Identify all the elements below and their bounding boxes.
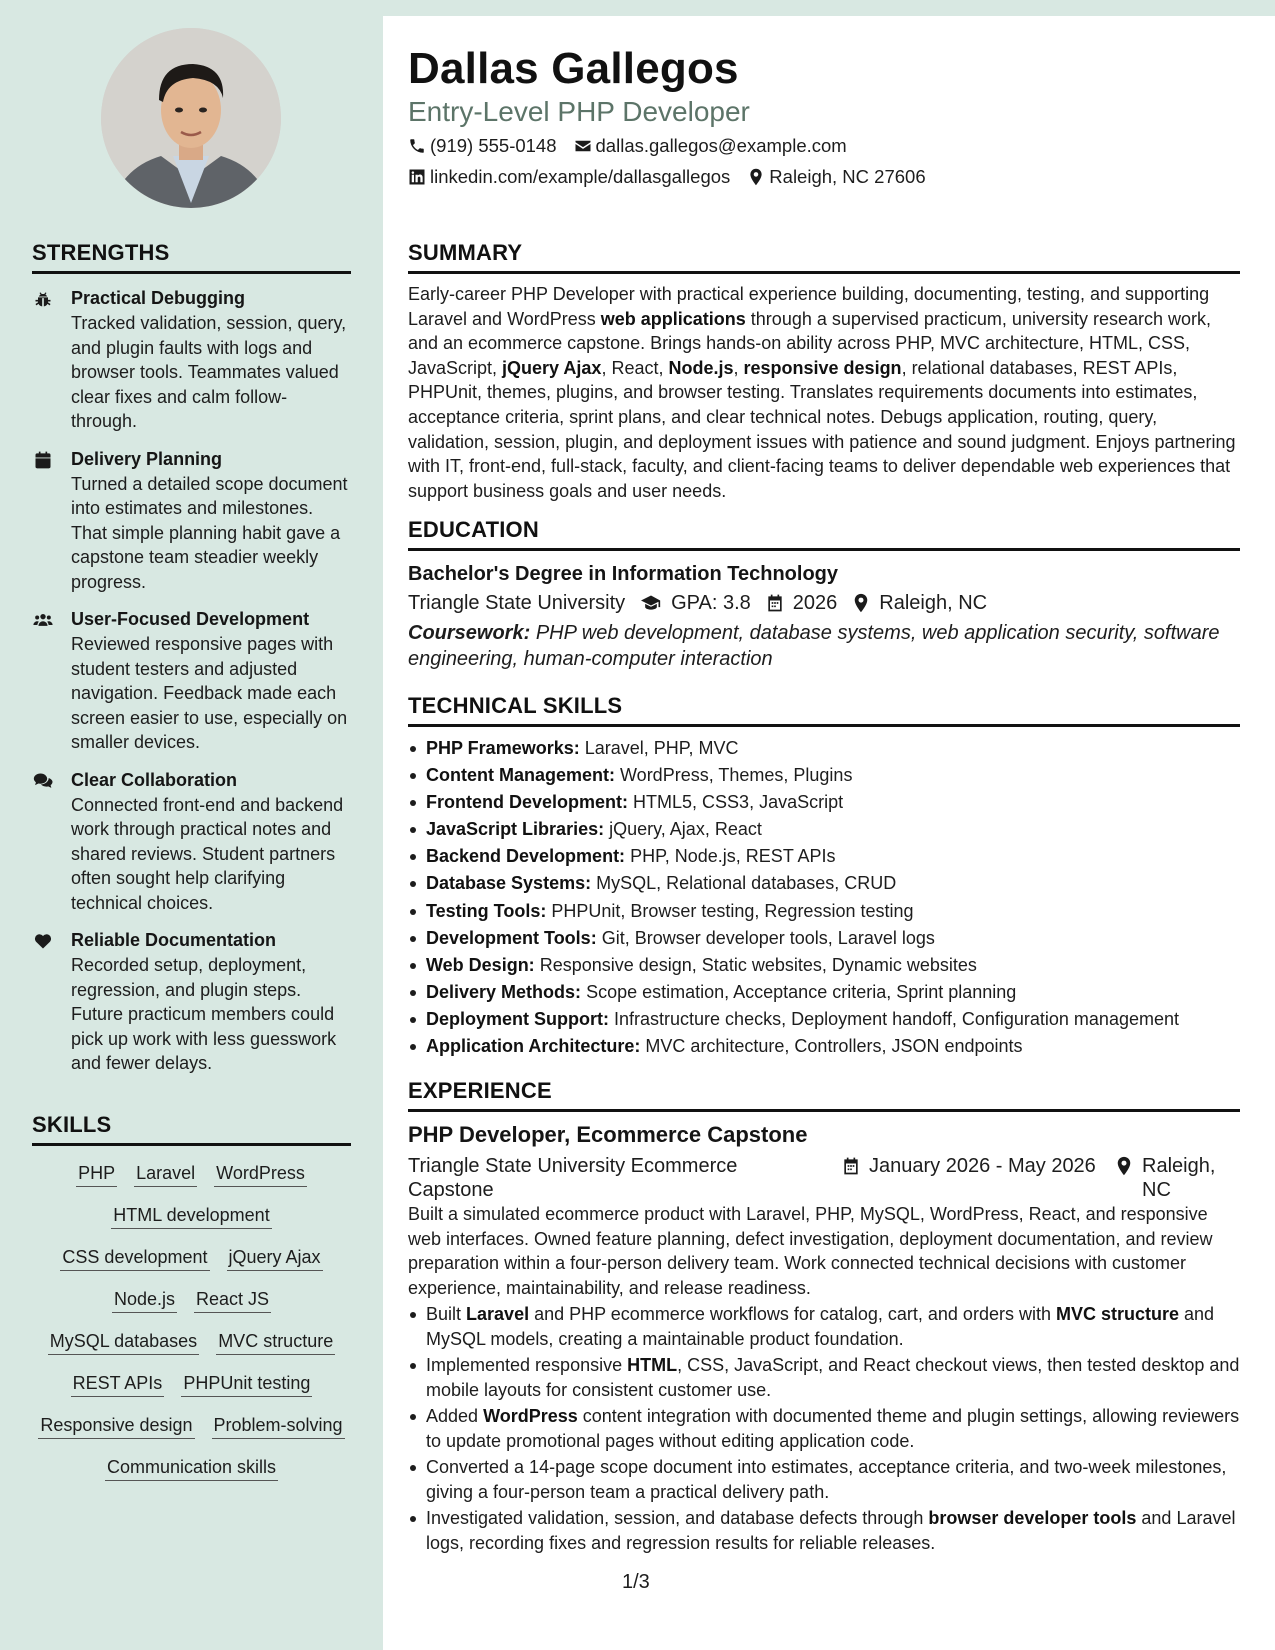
strength-item	[32, 286, 351, 434]
email-text: dallas.gallegos@example.com	[595, 135, 847, 156]
bold-keyword: MVC structure	[1055, 1304, 1179, 1325]
skill-tag: REST APIs	[71, 1370, 165, 1397]
list-item	[408, 735, 1240, 762]
linkedin-icon	[408, 168, 426, 186]
skill-value: Scope estimation, Acceptance criteria, Sprint planning	[586, 981, 1017, 1002]
skill-value: PHP, Node.js, REST APIs	[630, 846, 836, 867]
contact-linkedin[interactable]	[408, 165, 730, 189]
text-run: content integration with documented theme and plugin settings, allowing reviewers to update promotional pages without editing application code.	[426, 1406, 1240, 1451]
coursework-label: Coursework:	[408, 622, 531, 644]
education-year	[765, 588, 838, 618]
strength-title: User-Focused Development	[71, 609, 310, 629]
skills-title: SKILLS	[32, 1112, 351, 1146]
skills-list	[32, 1154, 351, 1481]
job-title: PHP Developer, Ecommerce Capstone	[408, 1122, 808, 1147]
skill-tag: CSS development	[60, 1244, 209, 1271]
job-meta	[408, 1150, 1240, 1202]
list-item	[408, 1455, 1240, 1504]
list-item	[408, 1353, 1240, 1402]
skill-value: Git, Browser developer tools, Laravel logs	[601, 927, 935, 948]
skill-value: MVC architecture, Controllers, JSON endpoints	[645, 1036, 1023, 1057]
degree: Bachelor's Degree in Information Technology	[408, 563, 839, 585]
experience-title: EXPERIENCE	[408, 1078, 1240, 1112]
skill-label: JavaScript Libraries:	[426, 819, 605, 840]
bold-keyword: responsive design	[743, 357, 902, 378]
phone-icon	[408, 137, 426, 155]
strength-title: Practical Debugging	[71, 288, 246, 308]
text-run: and PHP ecommerce workflows for catalog, cart, and orders with	[529, 1304, 1056, 1325]
summary-section	[408, 240, 1240, 503]
job-dates	[841, 1154, 1096, 1178]
bold-keyword: web applications	[600, 308, 746, 329]
strength-title: Clear Collaboration	[71, 769, 238, 790]
skill-label: Application Architecture:	[426, 1036, 641, 1057]
text-run: Early-career PHP Developer with practical experience building, documenting, testing, and supporting Laravel and WordPress	[408, 284, 1210, 329]
skill-value: Infrastructure checks, Deployment handoff, Configuration management	[614, 1008, 1179, 1029]
skill-label: PHP Frameworks:	[426, 738, 580, 758]
skill-tag: Laravel	[134, 1160, 197, 1187]
skill-tag: Responsive design	[38, 1412, 194, 1439]
job-description: Built a simulated ecommerce product with Laravel, PHP, MySQL, WordPress, React, and responsive web interfaces. Owned feature planning, defect investigation, deployment documentation, and review preparation within a four-person delivery team. Work connected technical decisions with customer experience, maintainability, and release readiness.	[408, 1204, 1213, 1298]
coursework-text: PHP web development, database systems, web application security, software engineering, human-computer interaction	[408, 622, 1220, 670]
text-run: and Laravel logs, recording fixes and regression results for reliable releases.	[426, 1508, 1236, 1553]
list-item	[408, 1033, 1240, 1060]
skill-value: MySQL, Relational databases, CRUD	[596, 873, 897, 894]
summary-text	[408, 282, 1240, 503]
list-item	[408, 898, 1240, 925]
skills-section	[32, 1112, 351, 1481]
bold-keyword: Laravel	[466, 1304, 530, 1325]
list-item	[408, 1506, 1240, 1555]
list-item	[408, 952, 1240, 979]
skill-label: Database Systems:	[426, 873, 592, 894]
page-number: 1/3	[622, 1571, 650, 1593]
experience-section	[408, 1078, 1240, 1557]
graduation-cap-icon	[639, 593, 663, 613]
skill-value: PHPUnit, Browser testing, Regression testing	[551, 900, 914, 921]
experience-bullets	[408, 1302, 1240, 1555]
text-run: , React,	[601, 357, 669, 378]
envelope-icon	[574, 137, 592, 155]
skill-tag: WordPress	[214, 1160, 307, 1187]
calendar-icon	[765, 593, 785, 613]
skill-tag: Problem-solving	[212, 1412, 345, 1439]
skill-tag: jQuery Ajax	[227, 1244, 323, 1271]
comments-icon	[32, 771, 54, 791]
text-run: Investigated validation, session, and database defects through	[426, 1508, 929, 1529]
strengths-section	[32, 240, 351, 1089]
skill-label: Content Management:	[426, 765, 615, 786]
technical-skills-title: TECHNICAL SKILLS	[408, 693, 1240, 727]
skill-label: Web Design:	[426, 954, 535, 975]
list-item	[408, 979, 1240, 1006]
map-pin-icon	[1114, 1156, 1134, 1176]
strength-desc: Turned a detailed scope document into estimates and milestones. That simple planning habit gave a capstone team steadier weekly progress.	[71, 473, 348, 592]
heart-icon	[32, 931, 54, 951]
skill-value: WordPress, Themes, Plugins	[620, 765, 853, 786]
job-location	[1114, 1154, 1244, 1202]
education-location	[851, 588, 987, 618]
strength-desc: Connected front-end and backend work through practical notes and shared reviews. Student partners often sought help clarifying technical choices.	[71, 794, 344, 913]
bold-keyword: jQuery Ajax	[502, 357, 602, 378]
year-text: 2026	[792, 592, 838, 614]
contact-phone[interactable]	[408, 134, 557, 158]
edu-location-text: Raleigh, NC	[879, 592, 988, 614]
skill-tag: MySQL databases	[48, 1328, 199, 1355]
education-section	[408, 517, 1240, 672]
contact-row-1	[408, 134, 864, 158]
text-run: Converted a 14-page scope document into estimates, acceptance criteria, and two-week milestones, giving a four-person team a practical delivery path.	[426, 1457, 1227, 1502]
bold-keyword: browser developer tools	[928, 1508, 1137, 1529]
skill-label: Testing Tools:	[426, 900, 547, 921]
gpa-text: GPA: 3.8	[671, 592, 751, 614]
calendar-icon	[32, 450, 54, 470]
skill-value: HTML5, CSS3, JavaScript	[633, 792, 844, 813]
contact-row-2	[408, 165, 943, 189]
contact-location	[747, 165, 925, 189]
skill-tag: Communication skills	[105, 1454, 278, 1481]
skill-value: Laravel, PHP, MVC	[584, 738, 739, 758]
strengths-title: STRENGTHS	[32, 240, 351, 274]
school-name	[408, 588, 625, 618]
users-icon	[32, 610, 54, 630]
list-item	[408, 816, 1240, 843]
phone-text: (919) 555-0148	[430, 135, 557, 156]
list-item	[408, 1006, 1240, 1033]
strength-item	[32, 607, 351, 755]
bug-icon	[32, 289, 54, 309]
bold-keyword: WordPress	[483, 1406, 578, 1427]
bold-keyword: Node.js	[668, 357, 734, 378]
text-run: through a supervised practicum, university research work, and an ecommerce capstone. Brings hands-on ability across PHP, MVC architecture, HTML, CSS, JavaScript,	[408, 308, 1211, 378]
strength-desc: Reviewed responsive pages with student testers and adjusted navigation. Feedback made each screen easier to use, especially on smaller devices.	[71, 634, 348, 752]
coursework	[408, 620, 1240, 672]
skill-label: Frontend Development:	[426, 792, 629, 813]
technical-skills-list	[408, 735, 1240, 1060]
skill-label: Deployment Support:	[426, 1008, 609, 1029]
skill-tag: MVC structure	[216, 1328, 335, 1355]
school-text: Triangle State University	[408, 592, 626, 614]
strength-item	[32, 447, 351, 595]
list-item	[408, 789, 1240, 816]
technical-skills-section	[408, 693, 1240, 1060]
calendar-icon	[841, 1156, 861, 1176]
avatar	[101, 28, 281, 208]
list-item	[408, 870, 1240, 897]
education-title: EDUCATION	[408, 517, 1240, 551]
text-run: and MySQL models, creating a maintainable product foundation.	[426, 1304, 1215, 1349]
text-run: Added	[426, 1406, 484, 1427]
summary-title: SUMMARY	[408, 240, 1240, 274]
strength-title: Delivery Planning	[71, 448, 223, 469]
list-item	[408, 1302, 1240, 1351]
list-item	[408, 1404, 1240, 1453]
list-item	[408, 925, 1240, 952]
strength-desc: Tracked validation, session, query, and plugin faults with logs and browser tools. Teammates valued clear fixes and calm follow-through.	[71, 313, 347, 431]
list-item	[408, 843, 1240, 870]
text-run: ,	[733, 357, 744, 378]
candidate-name: Dallas Gallegos	[408, 44, 739, 93]
list-item	[408, 762, 1240, 789]
candidate-title: Entry-Level PHP Developer	[408, 96, 750, 127]
map-pin-icon	[747, 168, 765, 186]
education-meta	[408, 588, 1240, 618]
skill-label: Development Tools:	[426, 927, 597, 948]
skill-tag: React JS	[194, 1286, 271, 1313]
text-run: , relational databases, REST APIs, PHPUnit, themes, plugins, and browser testing. Translates requirements documents into estimates, acceptance criteria, sprint plans, and clear technical notes. Debugs application, routing, query, validation, session, plugin, and deployment issues with patience and sound judgment. Enjoys partnering with IT, front-end, full-stack, faculty, and client-facing teams to deliver dependable web experiences that support business goals and user needs.	[408, 357, 1236, 501]
text-run: Built	[426, 1304, 467, 1325]
skill-label: Backend Development:	[426, 846, 626, 867]
skill-value: jQuery, Ajax, React	[609, 819, 762, 840]
bold-keyword: HTML	[627, 1355, 678, 1376]
map-pin-icon	[851, 593, 871, 613]
strength-item	[32, 928, 351, 1076]
skill-label: Delivery Methods:	[426, 981, 582, 1002]
skill-tag: PHP	[76, 1160, 117, 1187]
job-company: Triangle State University Ecommerce Capstone	[408, 1155, 738, 1201]
skill-value: Responsive design, Static websites, Dynamic websites	[539, 954, 977, 975]
strength-title: Reliable Documentation	[71, 930, 277, 950]
job-location-text: Raleigh, NC	[1142, 1155, 1216, 1201]
strength-item	[32, 768, 351, 916]
skill-tag: Node.js	[112, 1286, 177, 1313]
strength-desc: Recorded setup, deployment, regression, and plugin steps. Future practicum members could pick up work with less guesswork and fewer delays.	[71, 955, 337, 1073]
skill-tag: HTML development	[111, 1202, 271, 1229]
linkedin-text: linkedin.com/example/dallasgallegos	[430, 166, 731, 187]
education-gpa	[639, 588, 751, 618]
location-text: Raleigh, NC 27606	[769, 166, 926, 187]
text-run: Implemented responsive	[426, 1355, 628, 1376]
contact-email[interactable]	[574, 134, 847, 158]
job-dates-text: January 2026 - May 2026	[869, 1155, 1096, 1177]
text-run: , CSS, JavaScript, and React checkout views, then tested desktop and mobile layouts for consistent customer use.	[426, 1355, 1240, 1400]
skill-tag: PHPUnit testing	[181, 1370, 312, 1397]
